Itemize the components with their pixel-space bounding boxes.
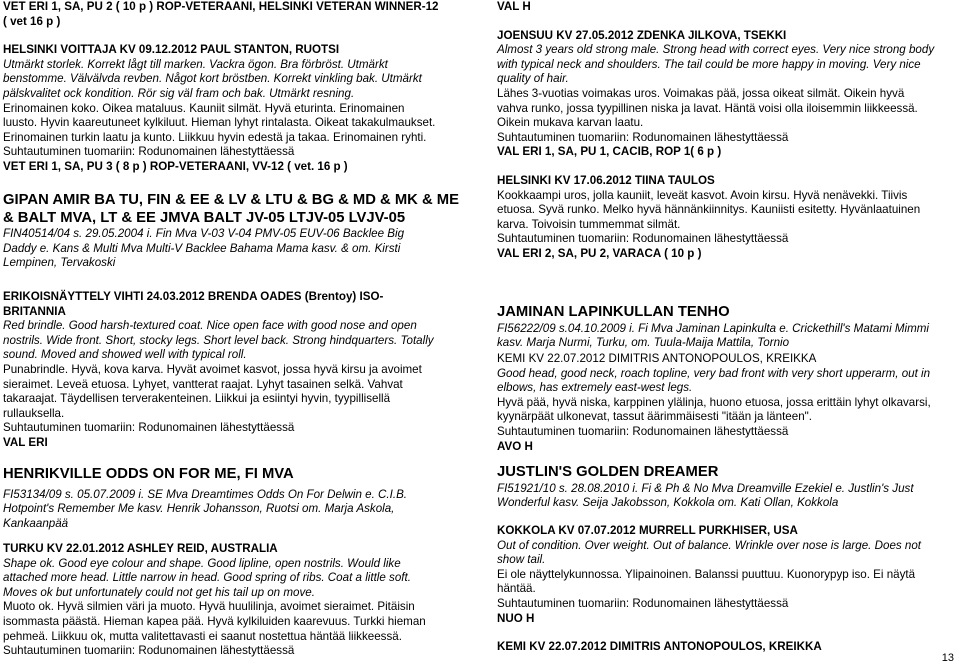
pedigree-line: Hotpoint's Remember Me kasv. Henrik Johansson, Ruotsi om. Marja Askola, xyxy=(3,502,395,516)
text-line: Oikein mukava karvan laatu. xyxy=(497,116,644,130)
text-line: quality of hair. xyxy=(497,72,569,86)
dog-name-line-2: & BALT MVA, LT & EE JMVA BALT JV-05 LTJV-05 LVJV-05 xyxy=(3,209,406,226)
text-line: ( vet 16 p ) xyxy=(3,14,61,28)
left-top-section xyxy=(3,0,465,175)
text-line: TURKU KV 22.01.2012 ASHLEY REID, AUSTRALIA xyxy=(3,542,278,555)
text-line: attached more head. Little narrow in head. Good spring of ribs. Coat a little soft. xyxy=(3,571,411,585)
text-line: VAL ERI xyxy=(3,435,48,449)
text-line: sound. Moved and showed well with typical roll. xyxy=(3,348,247,362)
text-line: pälskvalitet ock kondition. Rör sig väl fram och bak. Utmärkt resning. xyxy=(3,86,355,100)
text-line: Ei ole näyttelykunnossa. Ylipainoinen. Balanssi puuttuu. Kuonorypyp iso. Ei näytä xyxy=(497,567,916,581)
text-line: Almost 3 years old strong male. Strong head with correct eyes. Very nice strong body xyxy=(497,43,935,57)
right-top-section xyxy=(497,0,955,262)
text-line: Hyvä pää, hyvä niska, karppinen ylälinja, huono etuosa, jossa erittäin lyhyt olkavarsi, xyxy=(497,395,931,409)
text-line: with typical neck and shoulders. The tail could be more happy in moving. Very nice xyxy=(497,57,921,71)
text-line: rullauksella. xyxy=(3,406,65,420)
text-line: ERIKOISNÄYTTELY VIHTI 24.03.2012 BRENDA OADES (Brentoy) ISO- xyxy=(3,290,384,303)
pedigree-line: FI51921/10 s. 28.08.2010 i. Fi & Ph & No Mva Dreamville Ezekiel e. Justlin's Just xyxy=(497,481,914,495)
text-line: Erinomainen koko. Oikea mataluus. Kauniit silmät. Hyvä eturinta. Erinomainen xyxy=(3,101,405,115)
text-line: luusto. Hyvin kaareutuneet kylkiluut. Hieman lyhyt rintalasta. Oikeat takakulmaukset. xyxy=(3,116,436,130)
dog-entry-henrikville xyxy=(3,466,465,531)
text-line: Muoto ok. Hyvä silmien väri ja muoto. Hyvä huulilinja, avoimet sieraimet. Pitäisin xyxy=(3,600,415,614)
text-line: kyynärpäät ulkonevat, tassut äärimmäisesti "itään ja länteen". xyxy=(497,410,812,424)
text-line: show tail. xyxy=(497,553,546,567)
pedigree-line: FIN40514/04 s. 29.05.2004 i. Fin Mva V-03 V-04 PMV-05 EUV-06 Backlee Big xyxy=(3,227,405,240)
pedigree-line: Wonderful kasv. Seija Jakobsson, Kokkola om. Kati Ollan, Kokkola xyxy=(497,496,839,510)
text-line: takaraajat. Täydellisen terverakenteinen. Liikkui ja esiintyi hyvin, tyypillisellä xyxy=(3,392,391,406)
text-line: Moves ok but unfortunately could not get his tail up on move. xyxy=(3,585,315,599)
text-line: NUO H xyxy=(497,611,535,625)
pedigree-line: Lempinen, Tervakoski xyxy=(3,256,116,270)
pedigree-line: Daddy e. Kans & Multi Mva Multi-V Backlee Bahama Mama kasv. & om. Kirsti xyxy=(3,241,401,255)
text-line: Red brindle. Good harsh-textured coat. Nice open face with good nose and open xyxy=(3,319,417,333)
text-line: KEMI KV 22.07.2012 DIMITRIS ANTONOPOULOS, KREIKKA xyxy=(497,640,822,654)
text-line: sieraimet. Leveä etuosa. Lyhyet, vantterat raajat. Lyhyt tasainen selkä. Vahvat xyxy=(3,377,403,391)
text-line: pehmeä. Liikkuu ok, mutta valitettavasti ei saanut nostettua häntää liikkeessä. xyxy=(3,629,402,643)
text-line: KEMI KV 22.07.2012 DIMITRIS ANTONOPOULOS, KREIKKA xyxy=(497,352,817,365)
dog-entry-gipan xyxy=(3,192,465,271)
text-line: Utmärkt storlek. Korrekt lågt till marken. Vackra ögon. Bra förbröst. Utmärkt xyxy=(3,57,388,71)
pedigree-line: Kankaanpää xyxy=(3,516,69,530)
left-show-section-2 xyxy=(3,542,465,659)
text-line: AVO H xyxy=(497,439,533,453)
text-line: VAL ERI 1, SA, PU 1, CACIB, ROP 1( 6 p ) xyxy=(497,145,722,159)
right-show-section-2 xyxy=(497,524,955,655)
pedigree-line: FI53134/09 s. 05.07.2009 i. SE Mva Dreamtimes Odds On For Delwin e. C.I.B. xyxy=(3,487,408,501)
text-line: elbows, has extremely east-west legs. xyxy=(497,381,693,395)
dog-name: HENRIKVILLE ODDS ON FOR ME, FI MVA xyxy=(3,466,294,482)
text-line: Good head, good neck, roach topline, very bad front with very short upperarm, out in xyxy=(497,366,931,380)
text-line: Suhtautuminen tuomariin: Rodunomainen lähestyttäessä xyxy=(3,421,295,435)
text-line: VET ERI 1, SA, PU 3 ( 8 p ) ROP-VETERAANI, VV-12 ( vet. 16 p ) xyxy=(3,159,348,173)
dog-entry-jaminan xyxy=(497,304,955,351)
pedigree-line: FI56222/09 s.04.10.2009 i. Fi Mva Jaminan Lapinkulta e. Crickethill's Matami Mimmi xyxy=(497,321,930,335)
text-line: Shape ok. Good eye colour and shape. Good lipline, open nostrils. Would like xyxy=(3,556,401,570)
dog-name-line-1: GIPAN AMIR BA TU, FIN & EE & LV & LTU & BG & MD & MK & ME xyxy=(3,192,459,208)
text-line: BRITANNIA xyxy=(3,304,66,318)
dog-entry-justlins xyxy=(497,464,955,511)
text-line: Out of condition. Over weight. Out of balance. Wrinkle over nose is large. Does not xyxy=(497,538,922,552)
text-line: KOKKOLA KV 07.07.2012 MURRELL PURKHISER, USA xyxy=(497,524,798,537)
pedigree-line: kasv. Marja Nurmi, Turku, om. Tuula-Maija Mattila, Tornio xyxy=(497,336,790,350)
text-line: etuosa. Syvä runko. Melko hyvä hännänkiinnitys. Kauniisti esitetty. Hyvänlaatuinen xyxy=(497,203,921,217)
text-line: Suhtautuminen tuomariin: Rodunomainen lähestyttäessä xyxy=(3,145,295,159)
text-line: Kookkaampi uros, jolla kauniit, leveät kasvot. Avoin kirsu. Hyvä nenävekki. Tiivis xyxy=(497,188,908,202)
text-line: Lähes 3-vuotias voimakas uros. Voimakas pää, jossa oikeat silmät. Oikein hyvä xyxy=(497,86,905,100)
text-line: Erinomainen turkin laatu ja kunto. Liikkuu hyvin edestä ja takaa. Erinomainen ryhti. xyxy=(3,130,427,144)
text-line: Suhtautuminen tuomariin: Rodunomainen lähestyttäessä xyxy=(3,644,295,658)
text-line: HELSINKI VOITTAJA KV 09.12.2012 PAUL STANTON, RUOTSI xyxy=(3,43,340,57)
left-show-section xyxy=(3,290,465,451)
text-line: JOENSUU KV 27.05.2012 ZDENKA JILKOVA, TSEKKI xyxy=(497,28,787,42)
text-line: Punabrindle. Hyvä, kova karva. Hyvät avoimet kasvot, jossa hyvä kirsu ja avoimet xyxy=(3,362,422,376)
text-line: Suhtautuminen tuomariin: Rodunomainen lähestyttäessä xyxy=(497,596,789,610)
text-line: VET ERI 1, SA, PU 2 ( 10 p ) ROP-VETERAANI, HELSINKI VETERAN WINNER-12 xyxy=(3,0,439,13)
dog-name: JUSTLIN'S GOLDEN DREAMER xyxy=(497,464,719,480)
page-number: 13 xyxy=(941,652,954,664)
text-line: Suhtautuminen tuomariin: Rodunomainen lähestyttäessä xyxy=(497,424,789,438)
text-line: Suhtautuminen tuomariin: Rodunomainen lähestyttäessä xyxy=(497,232,789,246)
text-line: nostrils. Wide front. Short, stocky legs. Short level back. Strong hindquarters. Totally xyxy=(3,333,434,347)
text-line: HELSINKI KV 17.06.2012 TIINA TAULOS xyxy=(497,173,715,187)
right-show-section xyxy=(497,352,955,454)
text-line: vahva runko, jossa tyypillinen niska ja lavat. Häntä voisi olla iloisemmin liikkeessä. xyxy=(497,101,918,115)
text-line: karva. Toivoisin tummemmat silmät. xyxy=(497,217,681,231)
text-line: häntää. xyxy=(497,582,536,596)
text-line: benstomme. Välvälvda revben. Något kort bröstben. Korrekt vinkling bak. Utmärkt xyxy=(3,72,422,86)
text-line: isommasta päästä. Hieman kapea pää. Hyvä kylkiluiden kaarevuus. Turkki hieman xyxy=(3,614,426,628)
text-line: VAL H xyxy=(497,0,531,13)
text-line: Suhtautuminen tuomariin: Rodunomainen lähestyttäessä xyxy=(497,130,789,144)
text-line: VAL ERI 2, SA, PU 2, VARACA ( 10 p ) xyxy=(497,246,702,260)
dog-name: JAMINAN LAPINKULLAN TENHO xyxy=(497,304,730,320)
